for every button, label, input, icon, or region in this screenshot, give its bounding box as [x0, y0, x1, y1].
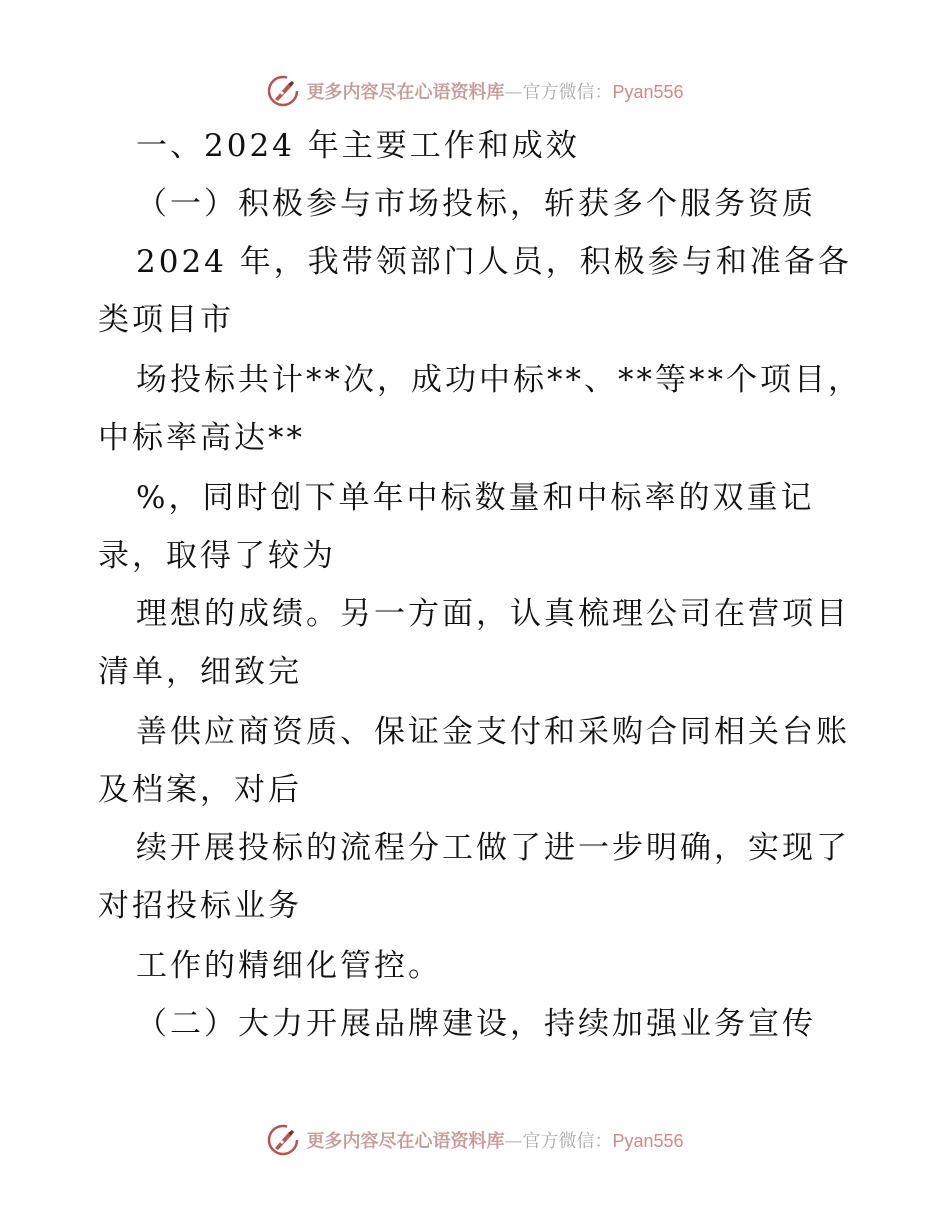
paragraph-line: 场投标共计**次，成功中标**、**等**个项目， [136, 362, 862, 398]
header-watermark [0, 71, 950, 111]
main-heading: 一、2024 年主要工作和成效 [136, 128, 580, 164]
watermark-id: Pyan556 [612, 1131, 684, 1151]
paragraph-line: %，同时创下单年中标数量和中标率的双重记 [136, 480, 815, 516]
paragraph-line: 清单，细致完 [98, 654, 302, 690]
paragraph-line: 及档案，对后 [98, 772, 302, 808]
watermark-text [306, 78, 683, 104]
paragraph-line: 2024 年，我带领部门人员，积极参与和准备各 [136, 244, 852, 280]
watermark-brand: 更多内容尽在心语资料库 [306, 82, 505, 103]
paragraph-line: 类项目市 [98, 302, 234, 338]
watermark-id: Pyan556 [612, 82, 684, 102]
paragraph-line: 录，取得了较为 [98, 538, 336, 574]
section-1-title: （一）积极参与市场投标，斩获多个服务资质 [136, 186, 816, 222]
watermark-separator: — [504, 1131, 523, 1152]
watermark-label: 官方微信： [522, 82, 613, 103]
paragraph-line: 对招投标业务 [98, 888, 302, 924]
section-2-title: （二）大力开展品牌建设，持续加强业务宣传 [136, 1006, 816, 1042]
watermark-text [306, 1127, 683, 1153]
watermark-brand: 更多内容尽在心语资料库 [306, 1131, 505, 1152]
paragraph-line: 善供应商资质、保证金支付和采购合同相关台账 [136, 714, 850, 750]
watermark-label: 官方微信： [522, 1131, 613, 1152]
paragraph-line: 续开展投标的流程分工做了进一步明确，实现了 [136, 830, 850, 866]
pen-nib-logo-icon [266, 1123, 300, 1157]
pen-nib-logo-icon [266, 74, 300, 108]
paragraph-line: 理想的成绩。另一方面，认真梳理公司在营项目 [136, 596, 850, 632]
footer-watermark [0, 1120, 950, 1160]
paragraph-line: 工作的精细化管控。 [136, 948, 442, 984]
paragraph-line: 中标率高达** [98, 420, 305, 456]
watermark-separator: — [504, 82, 523, 103]
